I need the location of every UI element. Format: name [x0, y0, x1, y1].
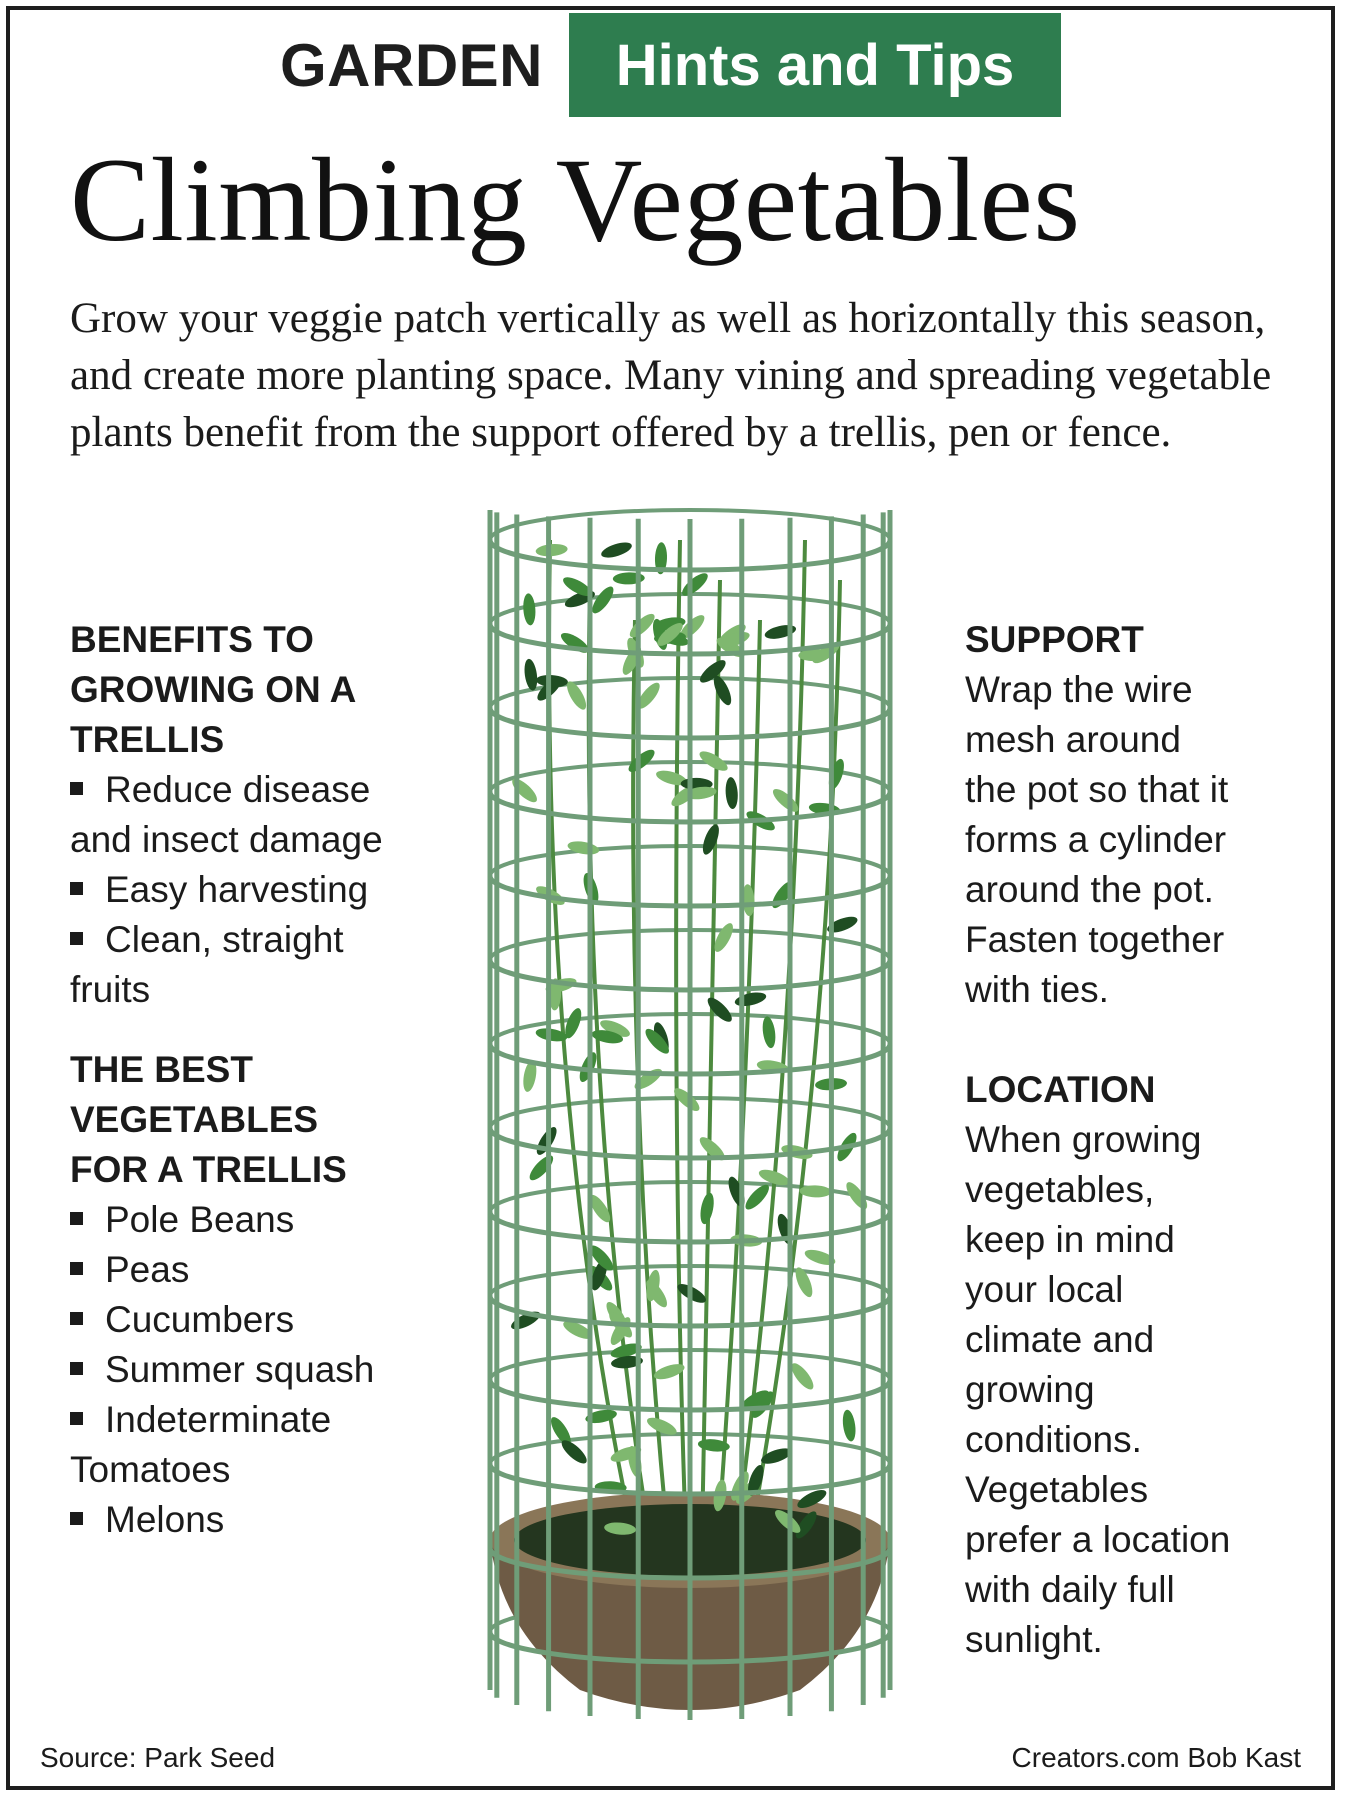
brand-label: GARDEN: [279, 31, 543, 99]
leaf: [589, 583, 618, 616]
benefits-list: [70, 765, 440, 1015]
heading-line: FOR A TRELLIS: [70, 1149, 347, 1190]
heading-line: GROWING ON A: [70, 669, 357, 710]
leaf: [523, 658, 539, 691]
leaf: [558, 629, 591, 656]
support-text: Wrap the wire mesh around the pot so that it forms a cylinder around the pot. Fasten together with ties.: [965, 669, 1229, 1010]
bullet-icon: [70, 1412, 83, 1425]
infographic-frame: [6, 6, 1335, 1790]
bullet-icon: [70, 1262, 83, 1275]
bullet-icon: [70, 1312, 83, 1325]
leaf: [742, 1181, 773, 1213]
bullet-icon: [70, 932, 83, 945]
benefits-heading: [70, 615, 440, 765]
leaf: [599, 539, 633, 560]
bullet-icon: [70, 1212, 83, 1225]
support-heading: SUPPORT: [965, 619, 1144, 660]
best-vegetables-heading: [70, 1045, 440, 1195]
location-heading: LOCATION: [965, 1069, 1156, 1110]
leaf: [526, 1152, 557, 1184]
list-item: Cucumbers: [70, 1295, 440, 1345]
list-item: Summer squash: [70, 1345, 440, 1395]
leaf: [704, 994, 735, 1025]
intro-paragraph: Grow your veggie patch vertically as well as horizontally this season, and create more planting space. Many vining and spreading vegetable plants benefit from the support offered by a trellis, pen or fence.: [70, 295, 1272, 456]
leaf: [725, 777, 739, 810]
plant-stem: [702, 580, 720, 1540]
leaf: [700, 822, 723, 856]
left-column: [70, 615, 440, 1545]
leaf: [509, 775, 541, 806]
leaf: [698, 1192, 716, 1226]
plant-stem: [676, 540, 686, 1540]
list-item: Pole Beans: [70, 1195, 440, 1245]
best-vegetables-section: [70, 1045, 440, 1545]
best-vegetables-list: [70, 1195, 440, 1545]
leaf: [841, 1409, 857, 1442]
leaf: [567, 839, 601, 856]
bullet-icon: [70, 882, 83, 895]
right-column: [965, 615, 1315, 1665]
source-credit: Source: Park Seed: [40, 1742, 276, 1773]
bullet-icon: [70, 782, 83, 795]
bullet-icon: [70, 1362, 83, 1375]
heading-line: TRELLIS: [70, 719, 225, 760]
location-section: [965, 1065, 1315, 1665]
list-item: Easy harvesting: [70, 865, 440, 915]
location-text: When growing vegetables, keep in mind your local climate and growing conditions. Vegetables prefer a location with daily full sunlight.: [965, 1119, 1231, 1660]
list-item: Indeterminate Tomatoes: [70, 1399, 332, 1490]
trellis-illustration: [430, 500, 950, 1790]
leaf: [725, 1175, 748, 1209]
heading-line: VEGETABLES: [70, 1099, 319, 1140]
section-badge: Hints and Tips: [569, 13, 1061, 117]
leaf: [535, 543, 568, 558]
heading-line: THE BEST: [70, 1049, 253, 1090]
leaf: [522, 593, 536, 626]
heading-line: BENEFITS TO: [70, 619, 314, 660]
bullet-icon: [70, 1512, 83, 1525]
plant-stems: [549, 540, 840, 1540]
list-item: Clean, straight fruits: [70, 919, 344, 1010]
list-item: Reduce disease and insect damage: [70, 769, 383, 860]
page-title: Climbing Vegetables: [70, 133, 1081, 266]
leaf: [761, 1016, 777, 1049]
author-credit: Creators.com Bob Kast: [1011, 1742, 1301, 1773]
list-item: Melons: [70, 1495, 440, 1545]
trellis-vertical-wires: [490, 510, 890, 1720]
benefits-section: [70, 615, 440, 1015]
plant-stem: [589, 580, 650, 1540]
leaf: [843, 1179, 871, 1212]
list-item: Peas: [70, 1245, 440, 1295]
masthead: [10, 13, 1331, 117]
support-section: [965, 615, 1315, 1015]
